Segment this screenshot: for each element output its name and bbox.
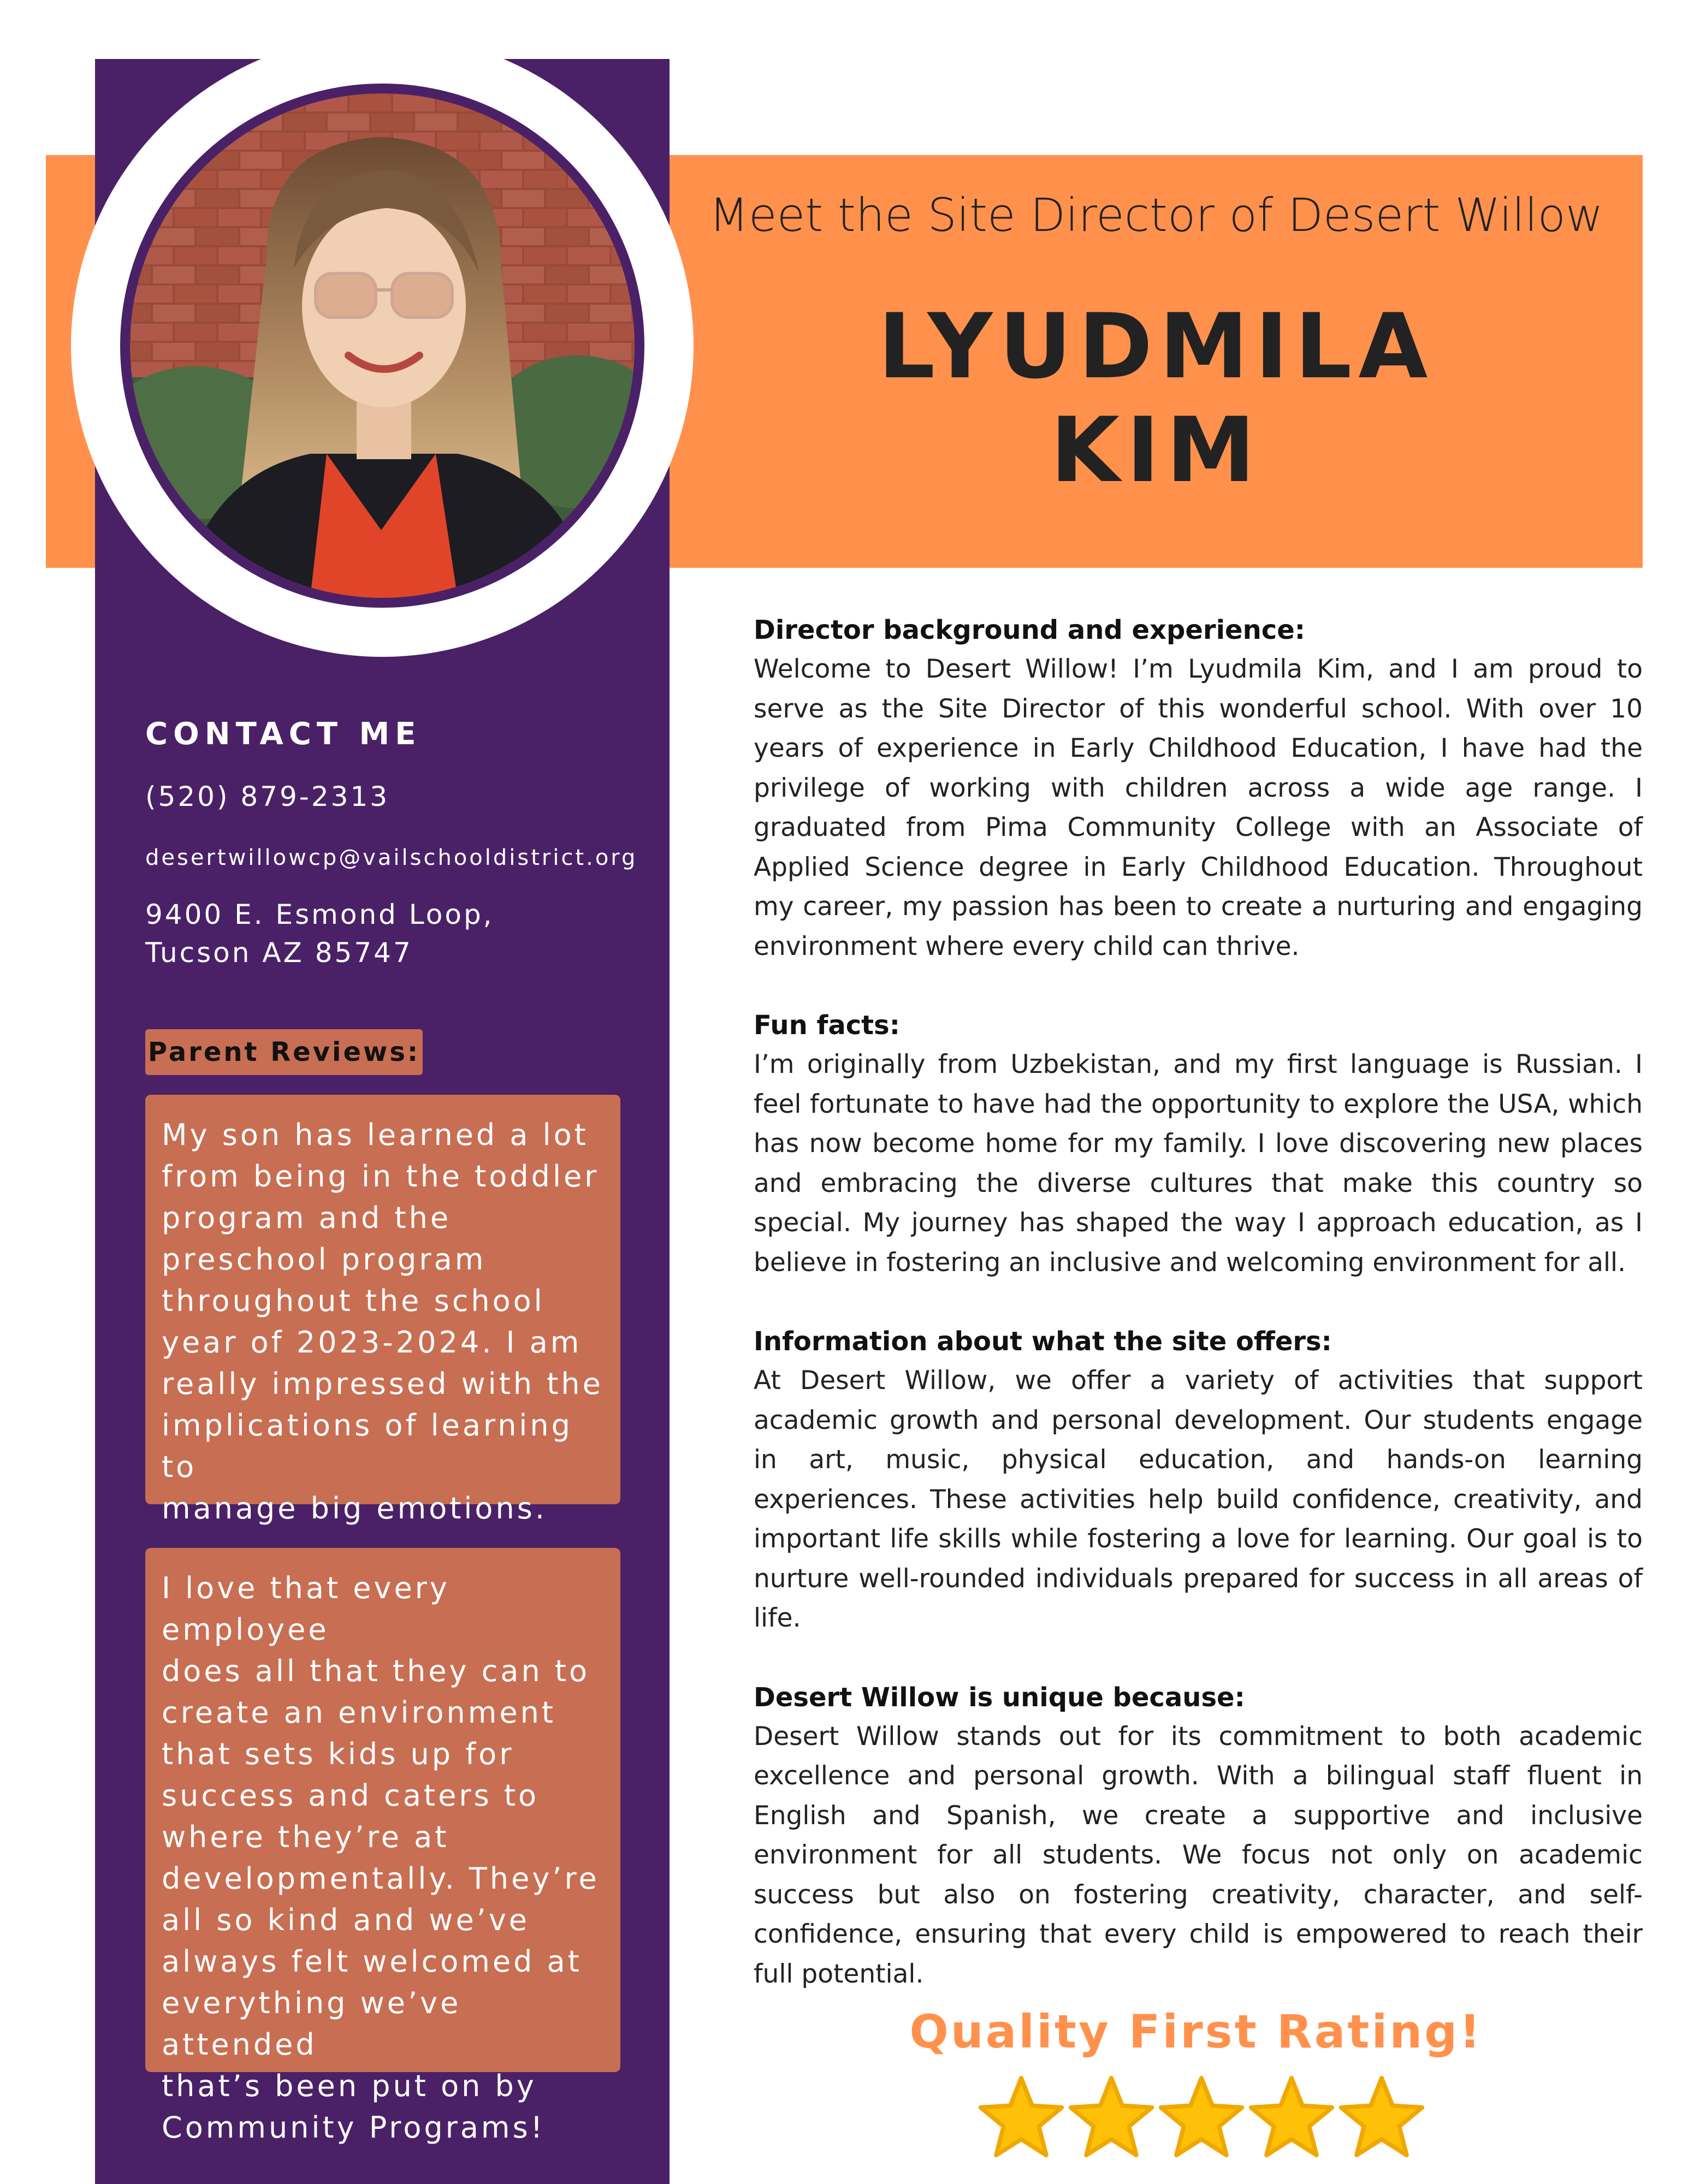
- page-subtitle: Meet the Site Director of Desert Willow: [709, 188, 1603, 242]
- star-icon: [1248, 2075, 1335, 2162]
- section-heading: Director background and experience:: [754, 615, 1305, 645]
- address-line2: Tucson AZ 85747: [145, 937, 413, 969]
- director-name: [670, 295, 1643, 502]
- review-card: [145, 1095, 620, 1526]
- review-card: [145, 1548, 620, 2145]
- section-background: [754, 610, 1643, 966]
- section-fun-facts: [754, 1006, 1643, 1283]
- director-name-line1: LYUDMILA: [878, 294, 1435, 399]
- contact-address: [145, 895, 494, 972]
- director-photo: [130, 93, 635, 598]
- address-line1: 9400 E. Esmond Loop,: [145, 899, 494, 930]
- section-body: At Desert Willow, we offer a variety of activities that support academic growth and personal development. Our students engage in art, music, physical education, and hands-on learning experiences. These activities help build confidence, creativity, and important life skills while fostering a love for learning. Our goal is to nurture well-rounded individuals prepared for success in all areas of life.: [754, 1366, 1643, 1633]
- section-body: Welcome to Desert Willow! I’m Lyudmila Kim, and I am proud to serve as the Site Director of this wonderful school. With over 10 years of experience in Early Childhood Education, I have had the privilege of working with children across a wide age range. I graduated from Pima Community College with an Associate of Applied Science degree in Early Childhood Education. Throughout my career, my passion has been to create a nurturing and engaging environment where every child can thrive.: [754, 654, 1643, 962]
- star-icon: [1158, 2075, 1245, 2162]
- section-heading: Information about what the site offers:: [754, 1326, 1332, 1357]
- contact-heading: CONTACT ME: [145, 716, 422, 752]
- main-content: [754, 610, 1643, 2033]
- director-name-line2: KIM: [1050, 398, 1262, 502]
- star-icon: [978, 2075, 1065, 2162]
- section-heading: Fun facts:: [754, 1010, 900, 1041]
- rating-title: Quality First Rating!: [909, 2005, 1483, 2058]
- section-site-offers: [754, 1322, 1643, 1639]
- reviews-label: Parent Reviews:: [145, 1029, 423, 1075]
- review-text: My son has learned a lot from being in the toddler program and the preschool program throughout the school year of 2023-2024. I am really impressed with the implications of learning to manage big emotions.: [162, 1118, 603, 1526]
- contact-phone: (520) 879-2313: [145, 781, 390, 812]
- contact-email: desertwillowcp@vailschooldistrict.org: [145, 845, 638, 870]
- review-text: I love that every employee does all that they can to create an environment that sets kids up for success and caters to where they’re at developmentally. They’re all so kind and we’ve always felt welcomed at everything we’ve attended that’s been put on by Community Programs!: [162, 1571, 600, 2145]
- section-body: Desert Willow stands out for its commitment to both academic excellence and personal growth. With a bilingual staff fluent in English and Spanish, we create a supportive and inclusive environment for all students. We focus not only on academic success but also on fostering creativity, character, and self-confidence, ensuring that every child is empowered to reach their full potential.: [754, 1721, 1643, 1989]
- star-icon: [1338, 2075, 1425, 2162]
- section-body: I’m originally from Uzbekistan, and my first language is Russian. I feel fortunate to have had the opportunity to explore the USA, which has now become home for my family. I love discovering new places and embracing the diverse cultures that make this country so special. My journey has shaped the way I approach education, as I believe in fostering an inclusive and welcoming environment for all.: [754, 1049, 1643, 1278]
- section-heading: Desert Willow is unique because:: [754, 1682, 1245, 1713]
- rating-stars: [978, 2075, 1425, 2168]
- section-unique: [754, 1678, 1643, 1995]
- star-icon: [1068, 2075, 1155, 2162]
